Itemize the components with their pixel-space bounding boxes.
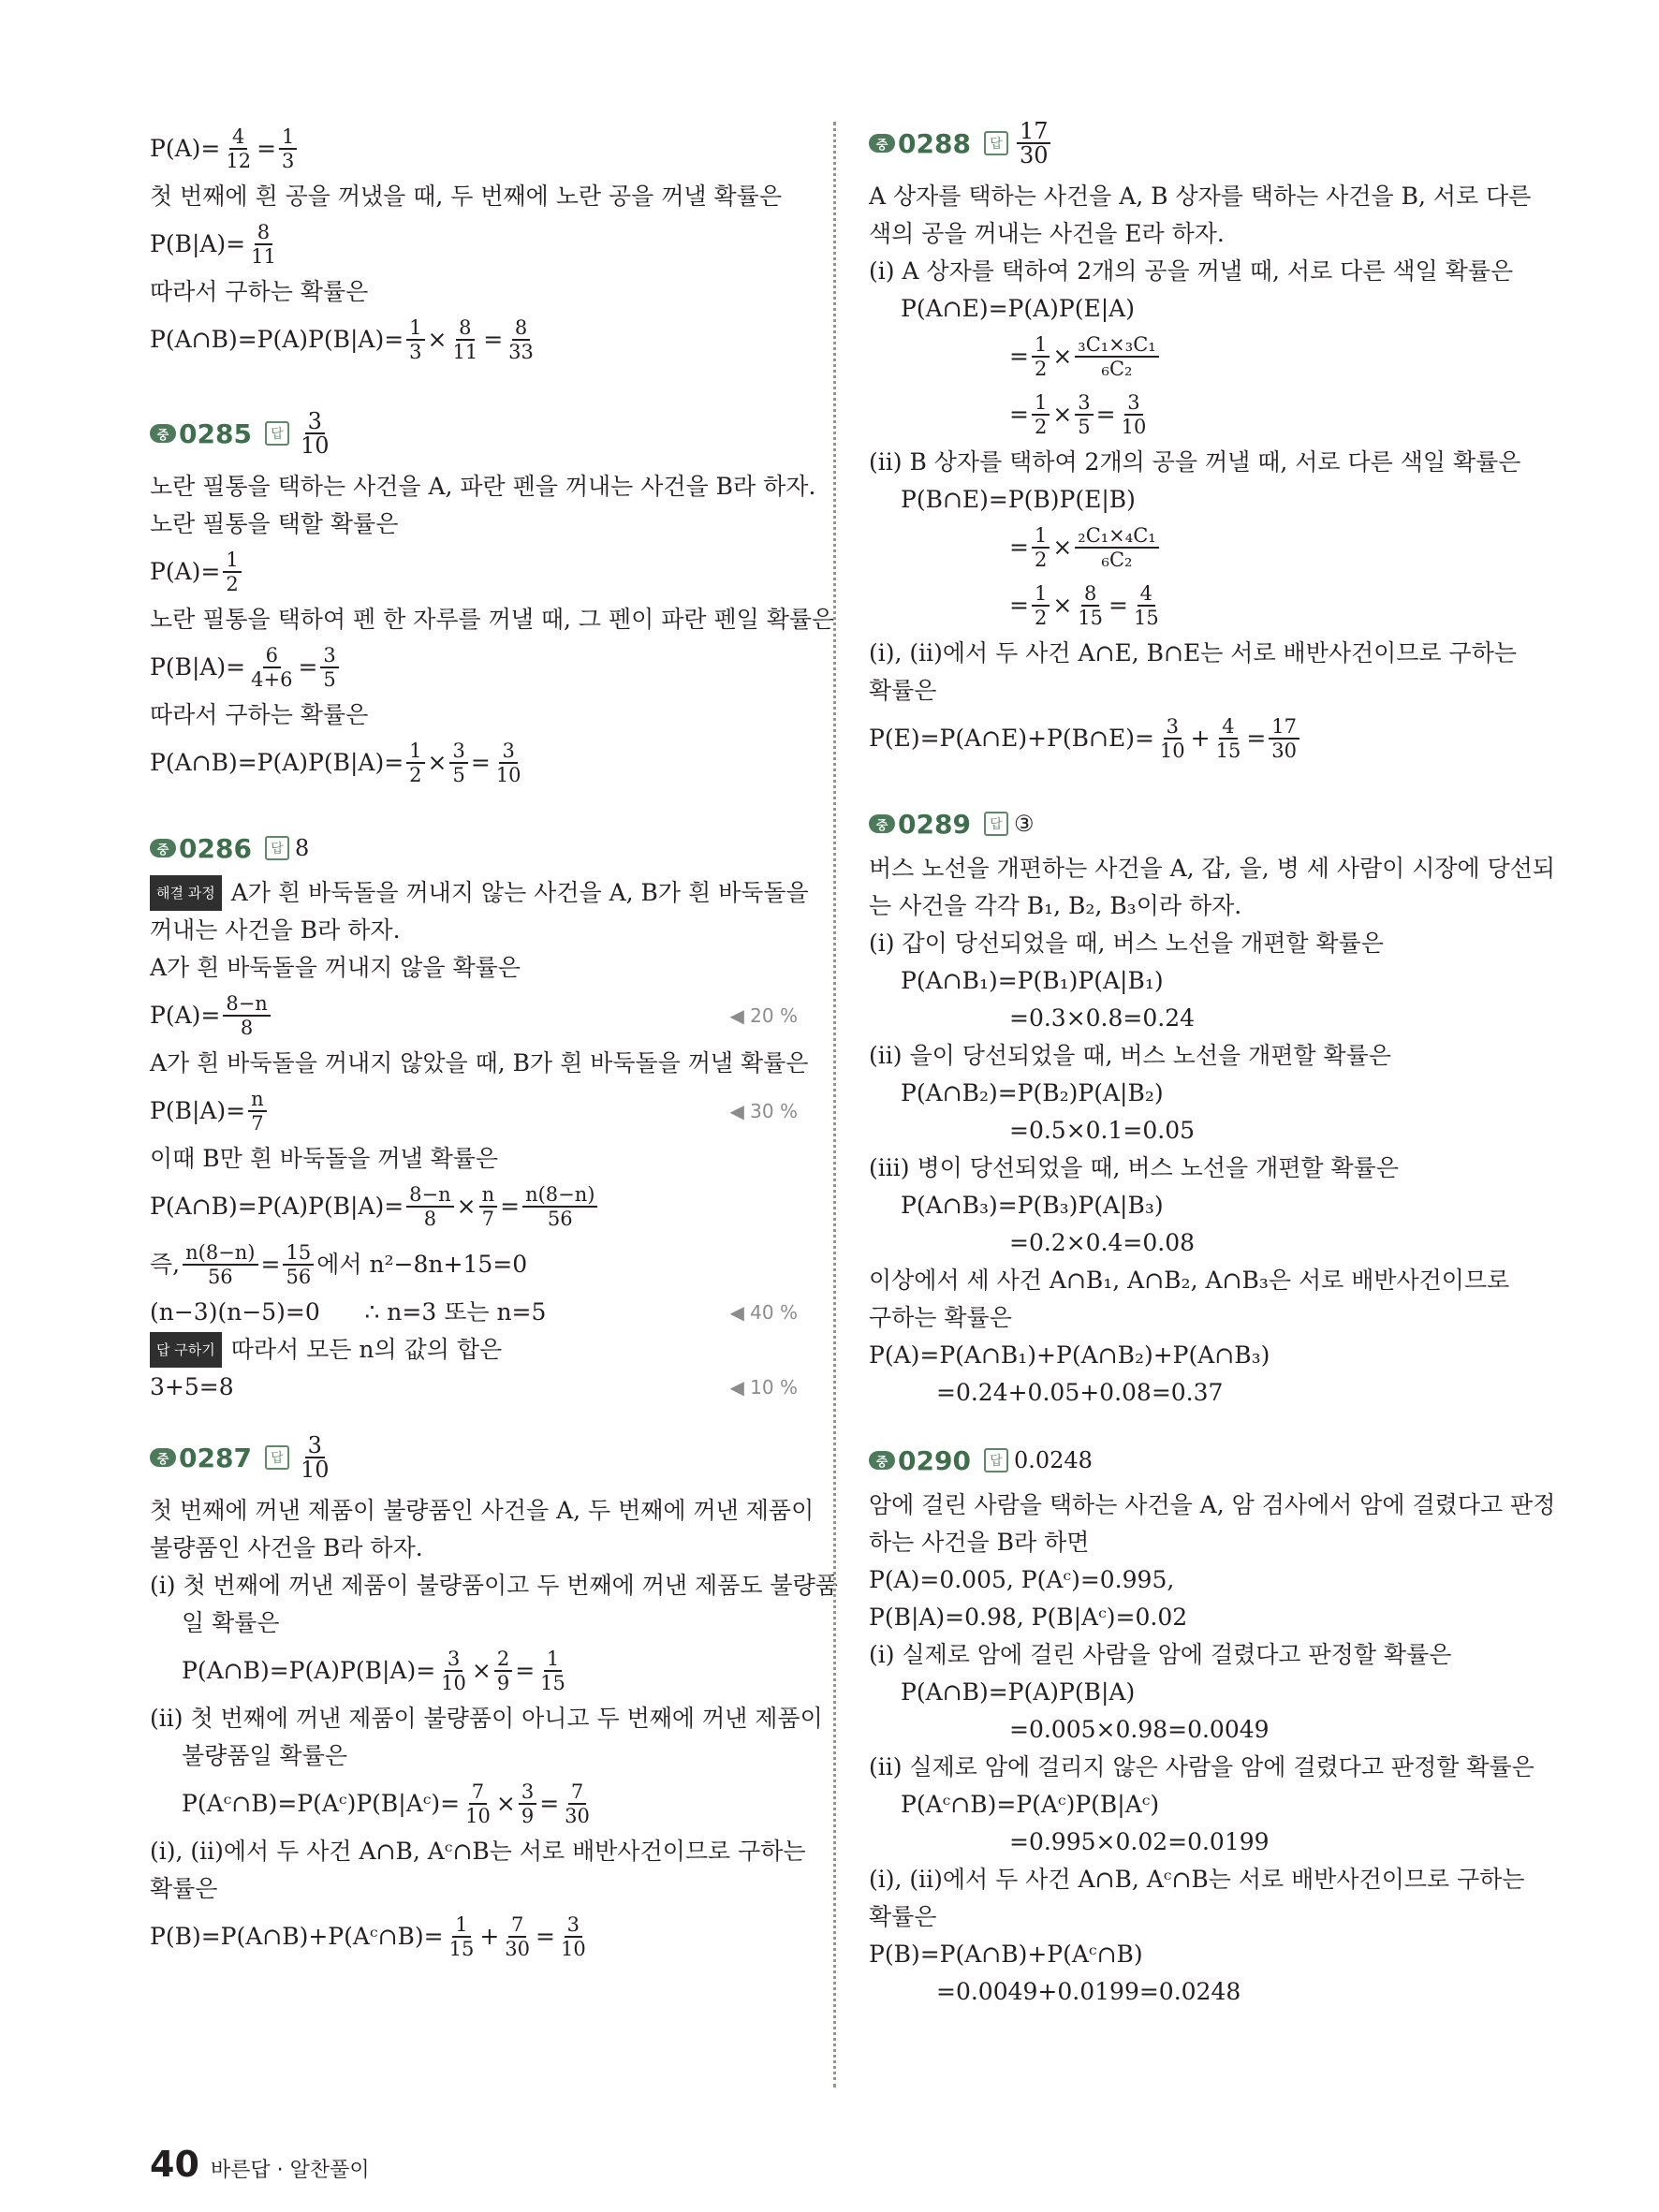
equation-line: = $\frac{1}{2}$ × $\frac{\text{₃C₁×₃C₁}}{\text{₆C₂}}$ — [869, 328, 1524, 386]
column-divider — [833, 122, 836, 2087]
answer-value: 8 — [294, 835, 310, 861]
answer-tag: 답 구하기 — [150, 1332, 222, 1368]
equation-line: P(A∩B₂)=P(B₂)P(A|B₂) — [901, 1079, 1164, 1106]
text-line: 확률은 — [869, 677, 937, 704]
text-line: (ⅱ) B 상자를 택하여 2개의 공을 꺼낼 때, 서로 다른 색일 확률은 — [869, 448, 1521, 476]
fraction: $\frac{4}{15}$ — [1133, 582, 1159, 629]
answer-value: ③ — [1013, 811, 1035, 837]
text-line: 확률은 — [869, 1903, 937, 1930]
equation-line: P(Aᶜ∩B)=P(Aᶜ)P(B|Aᶜ)= $\frac{7}{10}$ × $\frac{3}{9}$ = $\frac{7}{30}$ — [150, 1775, 805, 1833]
problem-header-0290 — [869, 1440, 1524, 1481]
text-line: (ⅰ), (ⅱ)에서 두 사건 A∩B, Aᶜ∩B는 서로 배반사건이므로 구하는 — [150, 1838, 806, 1865]
problem-number: 0288 — [898, 127, 971, 159]
text-line: (ⅰ), (ⅱ)에서 두 사건 A∩B, Aᶜ∩B는 서로 배반사건이므로 구하는 — [869, 1866, 1525, 1893]
fraction: $\frac{3}{10}$ — [441, 1648, 466, 1694]
text-line: (ⅲ) 병이 당선되었을 때, 버스 노선을 개편할 확률은 — [869, 1154, 1399, 1181]
fraction: $\frac{\text{₂C₁×₄C₁}}{\text{₆C₂}}$ — [1075, 524, 1158, 571]
text-line: 꺼내는 사건을 B라 하자. — [150, 916, 401, 944]
equation-line: = $\frac{1}{2}$ × $\frac{3}{5}$ = $\frac{3}{10}$ — [869, 386, 1524, 444]
answer-label: 답 — [984, 812, 1008, 836]
text-line: (ⅰ) 실제로 암에 걸린 사람을 암에 걸렸다고 판정할 확률은 — [869, 1641, 1452, 1668]
text-line: 일 확률은 — [182, 1609, 280, 1636]
fraction: $\frac{1}{2}$ — [1032, 391, 1050, 438]
difficulty-badge: 중 — [150, 1448, 176, 1467]
fraction: $\frac{3}{10}$ — [1159, 715, 1185, 762]
fraction: $\frac{4}{12}$ — [226, 125, 252, 172]
text-line: (ⅱ) 첫 번째에 꺼낸 제품이 불량품이 아니고 두 번째에 꺼낸 제품이 — [150, 1705, 823, 1732]
equation-line: =0.995×0.02=0.0199 — [1009, 1828, 1270, 1855]
fraction: $\frac{n(8-n)}{56}$ — [522, 1183, 597, 1230]
fraction: $\frac{3}{10}$ — [1121, 391, 1147, 438]
fraction: $\frac{8-n}{8}$ — [223, 992, 270, 1039]
difficulty-badge: 중 — [869, 814, 895, 833]
difficulty-badge: 중 — [869, 134, 895, 153]
fraction: $\frac{1}{3}$ — [279, 125, 297, 172]
text-line: 첫 번째에 꺼낸 제품이 불량품인 사건을 A, 두 번째에 꺼낸 제품이 — [150, 1497, 815, 1524]
fraction: $\frac{2}{9}$ — [494, 1648, 512, 1694]
text-line: (ⅰ) A 상자를 택하여 2개의 공을 꺼낼 때, 서로 다른 색일 확률은 — [869, 257, 1514, 285]
fraction: $\frac{3}{10}$ — [560, 1913, 586, 1960]
text-line: 는 사건을 각각 B₁, B₂, B₃이라 하자. — [869, 892, 1242, 919]
text-line: A가 흰 바둑돌을 꺼내지 않을 확률은 — [150, 954, 521, 981]
equation-line: P(B∩E)=P(B)P(E|B) — [901, 486, 1136, 513]
score-marker: ◀ 40 % — [729, 1301, 798, 1324]
text-line: 암에 걸린 사람을 택하는 사건을 A, 암 검사에서 암에 걸렸다고 판정 — [869, 1491, 1556, 1518]
fraction: $\frac{8}{15}$ — [1078, 582, 1104, 629]
fraction: $\frac{7}{30}$ — [565, 1780, 590, 1827]
score-marker: ◀ 10 % — [729, 1376, 798, 1399]
fraction: $\frac{1}{2}$ — [223, 549, 241, 595]
fraction: $\frac{3}{10}$ — [495, 740, 521, 786]
fraction: $\frac{8}{11}$ — [251, 221, 276, 268]
score-marker: ◀ 20 % — [729, 1004, 798, 1027]
fraction: $\frac{8-n}{8}$ — [406, 1183, 453, 1230]
fraction: $\frac{8}{33}$ — [508, 316, 534, 363]
text-line: (ⅰ), (ⅱ)에서 두 사건 A∩E, B∩E는 서로 배반사건이므로 구하는 — [869, 639, 1517, 667]
text-line: A가 흰 바둑돌을 꺼내지 않았을 때, B가 흰 바둑돌을 꺼낼 확률은 — [150, 1049, 809, 1077]
equation-line: P(A)= $\frac{8-n}{8}$ ◀ 20 % — [150, 987, 805, 1045]
fraction: $\frac{n}{7}$ — [248, 1088, 267, 1135]
problem-header-0286 — [150, 828, 805, 869]
text-line: 하는 사건을 B라 하면 — [869, 1529, 1090, 1556]
text-line: 이상에서 세 사건 A∩B₁, A∩B₂, A∩B₃은 서로 배반사건이므로 — [869, 1267, 1510, 1294]
equation-line: P(A∩B₃)=P(B₃)P(A|B₃) — [901, 1192, 1164, 1219]
text-line: 노란 필통을 택하여 펜 한 자루를 꺼낼 때, 그 펜이 파란 펜일 확률은 — [150, 606, 835, 633]
fraction: $\frac{1}{2}$ — [1032, 582, 1050, 629]
fraction: $\frac{3}{5}$ — [320, 644, 338, 691]
fraction: $\frac{7}{10}$ — [465, 1780, 491, 1827]
answer-label: 답 — [984, 131, 1008, 155]
equation-line: P(B|A)= $\frac{8}{11}$ — [150, 215, 805, 273]
text-line: 첫 번째에 흰 공을 꺼냈을 때, 두 번째에 노란 공을 꺼낼 확률은 — [150, 183, 782, 210]
equation-line: =0.005×0.98=0.0049 — [1009, 1716, 1270, 1743]
text-line: 구하는 확률은 — [869, 1304, 1012, 1331]
equation-line: =0.3×0.8=0.24 — [1009, 1004, 1196, 1032]
text-line: 확률은 — [150, 1875, 218, 1902]
equation-line: P(B)=P(A∩B)+P(Aᶜ∩B)= $\frac{1}{15}$ + $\frac{7}{30}$ = $\frac{3}{10}$ — [150, 1908, 805, 1966]
text-line: 노란 필통을 택할 확률은 — [150, 510, 399, 537]
text-line: (ⅱ) 실제로 암에 걸리지 않은 사람을 암에 걸렸다고 판정할 확률은 — [869, 1753, 1534, 1780]
equation-line: P(A)=P(A∩B₁)+P(A∩B₂)+P(A∩B₃) — [869, 1341, 1270, 1369]
equation-line: =0.5×0.1=0.05 — [1009, 1117, 1196, 1144]
left-column — [150, 120, 838, 1966]
problem-header-0289 — [869, 803, 1524, 844]
text-line: (ⅱ) 을이 당선되었을 때, 버스 노선을 개편할 확률은 — [869, 1042, 1391, 1069]
equation-line: P(E)=P(A∩E)+P(B∩E)= $\frac{3}{10}$ + $\frac{4}{15}$ = $\frac{17}{30}$ — [869, 710, 1524, 768]
answer-value: $\frac{3}{10}$ — [300, 408, 330, 459]
fraction: $\frac{15}{56}$ — [283, 1241, 314, 1288]
text-line: 노란 필통을 택하는 사건을 A, 파란 펜을 꺼내는 사건을 B라 하자. — [150, 473, 816, 500]
fraction: $\frac{3}{9}$ — [519, 1780, 536, 1827]
equation-line: =0.2×0.4=0.08 — [1009, 1229, 1196, 1256]
fraction: $\frac{3}{5}$ — [1075, 391, 1093, 438]
fraction: $\frac{\text{₃C₁×₃C₁}}{\text{₆C₂}}$ — [1075, 333, 1158, 380]
equation-line: P(A∩B)=P(A)P(B|A)= $\frac{1}{2}$ × $\frac{3}{5}$ = $\frac{3}{10}$ — [150, 734, 805, 792]
equation-line: P(A∩B)=P(A)P(B|A)= $\frac{3}{10}$ × $\frac{2}{9}$ = $\frac{1}{15}$ — [150, 1642, 805, 1700]
equation-line: =0.24+0.05+0.08=0.37 — [936, 1379, 1224, 1406]
problem-header-0288 — [869, 114, 1524, 172]
answer-value: $\frac{17}{30}$ — [1017, 120, 1051, 167]
fraction: $\frac{1}{3}$ — [406, 316, 424, 363]
problem-number: 0286 — [179, 832, 252, 864]
fraction: $\frac{n}{7}$ — [479, 1183, 498, 1230]
equation-line: P(B|A)=0.98, P(B|Aᶜ)=0.02 — [869, 1604, 1188, 1631]
equation-line: =0.0049+0.0199=0.0248 — [936, 1978, 1241, 2005]
text-line: 이때 B만 흰 바둑돌을 꺼낼 확률은 — [150, 1145, 499, 1172]
right-column — [869, 118, 1556, 2011]
text-line: 불량품일 확률은 — [182, 1742, 347, 1769]
answer-value: $\frac{3}{10}$ — [300, 1432, 330, 1483]
fraction: $\frac{7}{30}$ — [505, 1913, 531, 1960]
fraction: $\frac{6}{4+6}$ — [251, 644, 293, 691]
equation-line: P(A)= $\frac{1}{2}$ — [150, 543, 805, 601]
equation-line: P(A∩B)=P(A)P(B|A)= $\frac{1}{3}$ × $\frac{8}{11}$ = $\frac{8}{33}$ — [150, 311, 805, 369]
page-footer — [150, 2144, 370, 2185]
equation-line: P(B|A)= $\frac{n}{7}$ ◀ 30 % — [150, 1082, 805, 1140]
equation-line: P(A)=0.005, P(Aᶜ)=0.995, — [869, 1566, 1175, 1593]
equation-line: P(B)=P(A∩B)+P(Aᶜ∩B) — [869, 1941, 1143, 1968]
problem-number: 0290 — [898, 1444, 971, 1476]
score-marker: ◀ 30 % — [729, 1100, 798, 1122]
text-line: 답 구하기 따라서 모든 n의 값의 합은 — [150, 1331, 805, 1369]
text-line: A 상자를 택하는 사건을 A, B 상자를 택하는 사건을 B, 서로 다른 — [869, 183, 1532, 210]
equation-line: P(A∩B)=P(A)P(B|A)= $\frac{8-n}{8}$ × $\frac{n}{7}$ = $\frac{n(8-n)}{56}$ — [150, 1178, 805, 1236]
equation-line: P(A)= $\frac{4}{12}$ = $\frac{1}{3}$ — [150, 120, 805, 178]
fraction: $\frac{1}{2}$ — [406, 740, 424, 786]
equation-line: P(A∩B₁)=P(B₁)P(A|B₁) — [901, 967, 1164, 994]
equation-line: P(Aᶜ∩B)=P(Aᶜ)P(B|Aᶜ) — [901, 1791, 1160, 1818]
answer-value: 0.0248 — [1013, 1447, 1093, 1473]
equation-line: (n−3)(n−5)=0 ∴ n=3 또는 n=5 ◀ 40 % — [150, 1294, 805, 1331]
fraction: $\frac{17}{30}$ — [1269, 715, 1299, 762]
text-line: (ⅰ) 갑이 당선되었을 때, 버스 노선을 개편할 확률은 — [869, 930, 1384, 957]
equation-line: 3+5=8 ◀ 10 % — [150, 1369, 805, 1406]
book-title: 바른답 · 알찬풀이 — [210, 2159, 370, 2182]
answer-label: 답 — [984, 1448, 1008, 1472]
equation-line: P(A∩B)=P(A)P(B|A) — [901, 1678, 1136, 1706]
equation-line: = $\frac{1}{2}$ × $\frac{\text{₂C₁×₄C₁}}{\text{₆C₂}}$ — [869, 519, 1524, 577]
fraction: $\frac{1}{15}$ — [540, 1648, 565, 1694]
fraction: $\frac{4}{15}$ — [1215, 715, 1241, 762]
equation-line: P(A∩E)=P(A)P(E|A) — [901, 295, 1135, 322]
answer-label: 답 — [265, 1445, 289, 1470]
process-tag: 해결 과정 — [150, 875, 222, 911]
answer-label: 답 — [265, 421, 289, 446]
problem-number: 0287 — [179, 1442, 252, 1473]
text-line: 따라서 구하는 확률은 — [150, 701, 369, 728]
difficulty-badge: 중 — [869, 1451, 895, 1470]
difficulty-badge: 중 — [150, 839, 176, 857]
text-line: 해결 과정 A가 흰 바둑돌을 꺼내지 않는 사건을 A, B가 흰 바둑돌을 — [150, 874, 805, 912]
problem-header-0287 — [150, 1428, 805, 1487]
page-number: 40 — [150, 2144, 199, 2185]
text-line: 따라서 구하는 확률은 — [150, 278, 369, 305]
text-line: 불량품인 사건을 B라 하자. — [150, 1534, 423, 1561]
text-line: 색의 공을 꺼내는 사건을 E라 하자. — [869, 220, 1225, 247]
fraction: $\frac{1}{15}$ — [448, 1913, 475, 1960]
fraction: $\frac{1}{2}$ — [1032, 333, 1050, 380]
fraction: $\frac{1}{2}$ — [1032, 524, 1050, 571]
fraction: $\frac{n(8-n)}{56}$ — [183, 1241, 257, 1288]
text-line: 버스 노선을 개편하는 사건을 A, 갑, 을, 병 세 사람이 시장에 당선되 — [869, 855, 1556, 882]
fraction: $\frac{3}{5}$ — [449, 740, 467, 786]
text-line: (ⅰ) 첫 번째에 꺼낸 제품이 불량품이고 두 번째에 꺼낸 제품도 불량품 — [150, 1572, 838, 1599]
problem-number: 0285 — [179, 417, 252, 449]
answer-label: 답 — [265, 836, 289, 860]
equation-line: = $\frac{1}{2}$ × $\frac{8}{15}$ = $\frac{4}{15}$ — [869, 577, 1524, 635]
equation-line: P(B|A)= $\frac{6}{4+6}$ = $\frac{3}{5}$ — [150, 638, 805, 696]
equation-line: 즉, $\frac{n(8-n)}{56}$ = $\frac{15}{56}$ 에서 n²−8n+15=0 — [150, 1241, 528, 1288]
fraction: $\frac{8}{11}$ — [452, 316, 478, 363]
problem-header-0285 — [150, 404, 805, 462]
problem-number: 0289 — [898, 808, 971, 840]
difficulty-badge: 중 — [150, 424, 176, 443]
